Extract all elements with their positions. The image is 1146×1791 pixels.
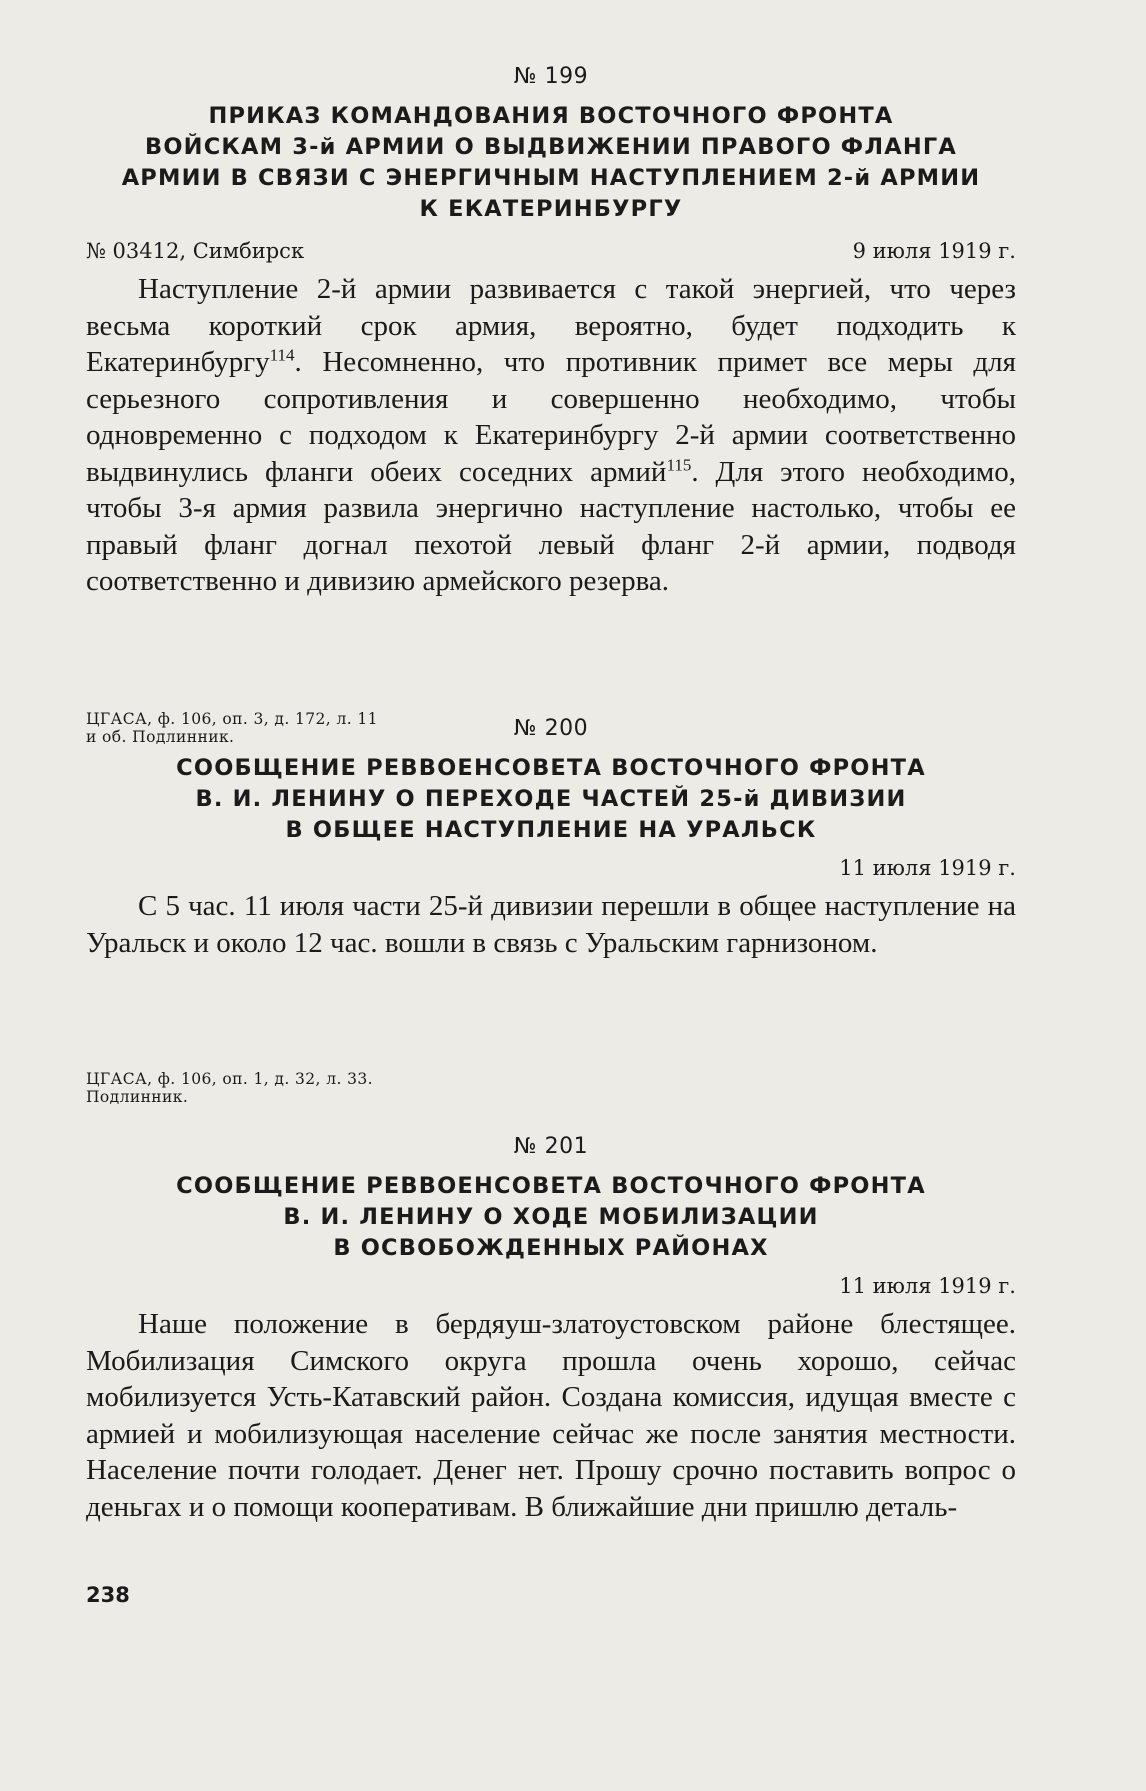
document-meta xyxy=(86,239,1016,263)
title-line: СООБЩЕНИЕ РЕВВОЕНСОВЕТА ВОСТОЧНОГО ФРОНТА xyxy=(176,1173,926,1199)
document-200 xyxy=(86,716,1016,961)
document-201 xyxy=(86,1134,1016,1525)
title-line: В. И. ЛЕНИНУ О ПЕРЕХОДЕ ЧАСТЕЙ 25-й ДИВИЗИИ xyxy=(195,786,907,812)
title-line: В ОСВОБОЖДЕННЫХ РАЙОНАХ xyxy=(333,1235,769,1261)
document-reference: № 03412, Симбирск xyxy=(86,239,305,263)
document-date: 11 июля 1919 г. xyxy=(839,856,1016,880)
archive-source xyxy=(86,1070,373,1106)
document-number: № 200 xyxy=(513,716,589,741)
title-line: АРМИИ В СВЯЗИ С ЭНЕРГИЧНЫМ НАСТУПЛЕНИЕМ 2-й АРМИИ xyxy=(121,165,981,191)
title-line: ПРИКАЗ КОМАНДОВАНИЯ ВОСТОЧНОГО ФРОНТА xyxy=(208,103,894,129)
body-text-part: Наступление 2-й армии развивается с такой энергией, что через весьма короткий срок армия, вероятно, будет подходить к Екатеринбургу xyxy=(86,273,1016,378)
title-line: ВОЙСКАМ 3-й АРМИИ О ВЫДВИЖЕНИИ ПРАВОГО ФЛАНГА xyxy=(144,134,957,160)
page-number: 238 xyxy=(86,1583,130,1607)
document-date: 11 июля 1919 г. xyxy=(839,1274,1016,1298)
document-date: 9 июля 1919 г. xyxy=(852,239,1016,263)
document-number: № 201 xyxy=(513,1134,589,1159)
document-title xyxy=(86,753,1016,846)
title-line: В ОБЩЕЕ НАСТУПЛЕНИЕ НА УРАЛЬСК xyxy=(285,817,817,843)
source-line: Подлинник. xyxy=(86,1088,189,1106)
footnote-marker: 115 xyxy=(666,454,692,474)
body-text-part: . Несомненно, что противник примет все меры для серьезного сопротивления и совершенно необходимо, чтобы одновременно с подходом к Екатеринбургу 2-й армии соответственно выдвинулись фланги обеих соседних армий xyxy=(86,346,1016,488)
document-title xyxy=(86,1171,1016,1264)
document-number: № 199 xyxy=(513,64,589,89)
document-body: С 5 час. 11 июля части 25-й дивизии перешли в общее наступление на Уральск и около 12 час. вошли в связь с Уральским гарнизоном. xyxy=(86,890,1016,959)
document-199 xyxy=(86,64,1016,600)
title-line: К ЕКАТЕРИНБУРГУ xyxy=(419,196,683,222)
source-line: ЦГАСА, ф. 106, оп. 3, д. 172, л. 11 xyxy=(86,710,378,728)
title-line: В. И. ЛЕНИНУ О ХОДЕ МОБИЛИЗАЦИИ xyxy=(283,1204,819,1230)
source-line: ЦГАСА, ф. 106, оп. 1, д. 32, л. 33. xyxy=(86,1070,373,1088)
body-text-part: . Для этого необходимо, чтобы 3-я армия развила энергично наступление настолько, чтобы ее правый фланг догнал пехотой левый фланг 2-й армии, подводя соответственно и дивизию армейского резерва. xyxy=(86,455,1017,597)
document-body xyxy=(86,271,1016,600)
title-line: СООБЩЕНИЕ РЕВВОЕНСОВЕТА ВОСТОЧНОГО ФРОНТА xyxy=(176,755,926,781)
source-line: и об. Подлинник. xyxy=(86,728,235,746)
document-title xyxy=(86,101,1016,225)
document-body: Наше положение в бердяуш-златоустовском районе блестящее. Мобилизация Симского округа прошла очень хорошо, сейчас мобилизуется Усть-Катавский район. Создана комиссия, идущая вместе с армией и мобилизующая население сейчас же после занятия местности. Население почти голодает. Денег нет. Прошу срочно поставить вопрос о деньгах и о помощи кооперативам. В ближайшие дни пришлю деталь- xyxy=(86,1308,1016,1523)
footnote-marker: 114 xyxy=(269,345,295,365)
